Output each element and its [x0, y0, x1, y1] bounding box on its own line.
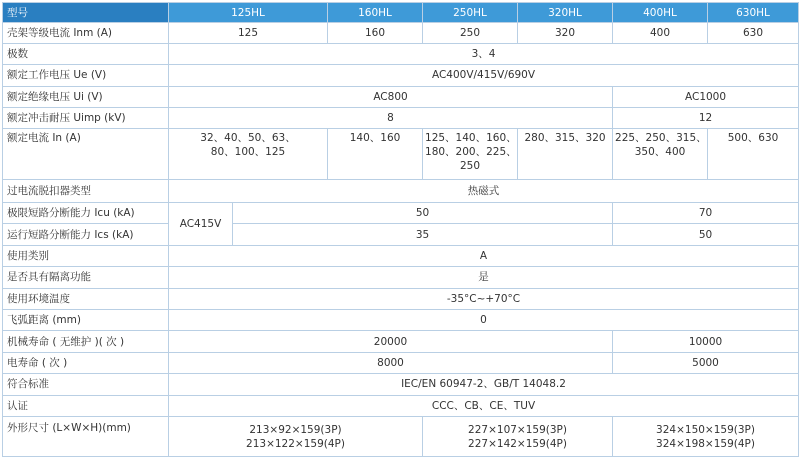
row-label: 极数	[3, 43, 169, 64]
value-line: 324×198×159(4P)	[656, 437, 755, 450]
row-label: 外形尺寸 (L×W×H)(mm)	[3, 417, 169, 457]
cell-value: CCC、CB、CE、TUV	[169, 395, 799, 416]
breaking-condition: AC415V	[169, 202, 233, 245]
row-label: 额定电流 In (A)	[3, 129, 169, 180]
cell-value	[708, 129, 799, 180]
cell-value: 630	[708, 23, 799, 43]
model-630hl: 630HL	[708, 3, 799, 23]
value-line: 140、160	[349, 132, 401, 145]
value-line: 125、140、160、	[425, 132, 517, 145]
table-row	[3, 86, 799, 107]
value-line: 180、200、225、	[425, 146, 517, 159]
cell-value: 125	[169, 23, 328, 43]
cell-value: 0	[169, 310, 799, 331]
row-label: 壳架等级电流 Inm (A)	[3, 23, 169, 43]
table-row	[3, 331, 799, 352]
row-label: 飞弧距离 (mm)	[3, 310, 169, 331]
table-row	[3, 129, 799, 180]
value-line: 227×142×159(4P)	[468, 437, 567, 450]
table-row	[3, 417, 799, 457]
row-label: 额定工作电压 Ue (V)	[3, 65, 169, 86]
cell-value: 400	[613, 23, 708, 43]
cell-value: AC400V/415V/690V	[169, 65, 799, 86]
row-label: 使用类别	[3, 245, 169, 266]
value-line: 250	[459, 160, 481, 173]
row-label: 额定冲击耐压 Uimp (kV)	[3, 108, 169, 129]
table-row	[3, 65, 799, 86]
table-row	[3, 202, 799, 223]
value-line: 213×122×159(4P)	[246, 437, 345, 450]
cell-value: 热磁式	[169, 180, 799, 202]
spec-table	[2, 2, 799, 457]
header-row	[3, 3, 799, 23]
cell-value	[518, 129, 613, 180]
cell-value: -35°C~+70°C	[169, 288, 799, 309]
header-label: 型号	[3, 3, 169, 23]
row-label: 机械寿命 ( 无维护 )( 次 )	[3, 331, 169, 352]
cell-value	[613, 129, 708, 180]
value-line: 500、630	[727, 132, 779, 145]
row-label: 认证	[3, 395, 169, 416]
cell-value: AC800	[169, 86, 613, 107]
table-row	[3, 310, 799, 331]
cell-value: A	[169, 245, 799, 266]
cell-value	[613, 417, 799, 457]
cell-value: 35	[233, 224, 613, 245]
cell-value	[169, 129, 328, 180]
model-250hl: 250HL	[423, 3, 518, 23]
cell-value	[423, 129, 518, 180]
table-row	[3, 224, 799, 245]
row-label: 符合标准	[3, 374, 169, 395]
cell-value: 320	[518, 23, 613, 43]
value-line: 32、40、50、63、	[200, 132, 296, 145]
cell-value: 3、4	[169, 43, 799, 64]
cell-value: 250	[423, 23, 518, 43]
value-line: 227×107×159(3P)	[468, 423, 567, 436]
table-row	[3, 352, 799, 373]
model-160hl: 160HL	[328, 3, 423, 23]
row-label: 使用环境温度	[3, 288, 169, 309]
cell-value: 20000	[169, 331, 613, 352]
table-row	[3, 23, 799, 43]
cell-value	[423, 417, 613, 457]
table-row	[3, 108, 799, 129]
row-label: 过电流脱扣器类型	[3, 180, 169, 202]
cell-value: 50	[613, 224, 799, 245]
cell-value: 5000	[613, 352, 799, 373]
cell-value	[328, 129, 423, 180]
cell-value: 8	[169, 108, 613, 129]
value-line: 280、315、320	[524, 132, 606, 145]
cell-value: 160	[328, 23, 423, 43]
cell-value: 12	[613, 108, 799, 129]
row-label: 是否具有隔离功能	[3, 267, 169, 288]
table-row	[3, 43, 799, 64]
table-row	[3, 288, 799, 309]
cell-value: IEC/EN 60947-2、GB/T 14048.2	[169, 374, 799, 395]
cell-value: AC1000	[613, 86, 799, 107]
table-row	[3, 374, 799, 395]
cell-value: 50	[233, 202, 613, 223]
row-label: 极限短路分断能力 Icu (kA)	[3, 202, 169, 223]
cell-value: 是	[169, 267, 799, 288]
model-320hl: 320HL	[518, 3, 613, 23]
model-400hl: 400HL	[613, 3, 708, 23]
table-row	[3, 180, 799, 202]
cell-value	[169, 417, 423, 457]
value-line: 350、400	[634, 146, 686, 159]
model-125hl: 125HL	[169, 3, 328, 23]
cell-value: 8000	[169, 352, 613, 373]
row-label: 电寿命 ( 次 )	[3, 352, 169, 373]
table-row	[3, 395, 799, 416]
row-label: 额定绝缘电压 Ui (V)	[3, 86, 169, 107]
table-row	[3, 267, 799, 288]
cell-value: 10000	[613, 331, 799, 352]
value-line: 225、250、315、	[615, 132, 707, 145]
row-label: 运行短路分断能力 Ics (kA)	[3, 224, 169, 245]
value-line: 324×150×159(3P)	[656, 423, 755, 436]
table-row	[3, 245, 799, 266]
value-line: 213×92×159(3P)	[249, 423, 342, 436]
cell-value: 70	[613, 202, 799, 223]
value-line: 80、100、125	[210, 146, 286, 159]
